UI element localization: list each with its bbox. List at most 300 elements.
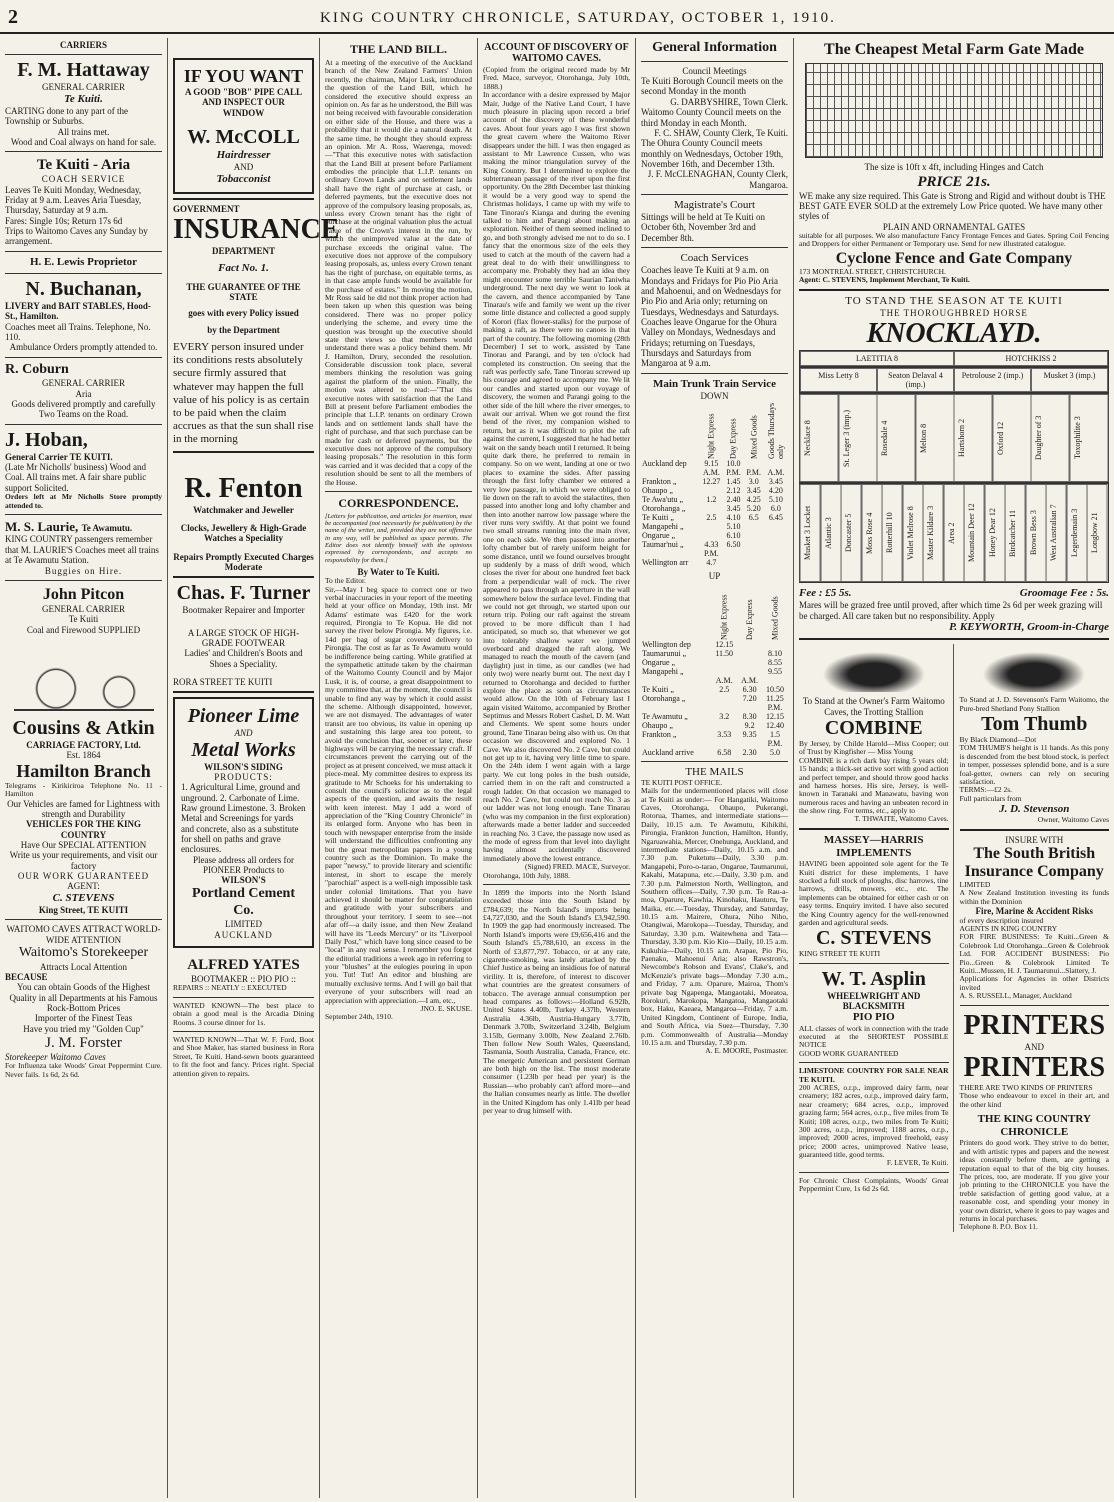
down-table-header-cell — [641, 401, 699, 459]
asplin-name: W. T. Asplin — [821, 967, 926, 990]
down-table-cell: 4.25 — [746, 495, 761, 505]
coach-2: Coaches leave Ongarue for the Ohura Valley on Mondays, Wednesdays and Fridays; returning on Tuesdays, Thursdays and Saturdays from Mangaroa at 9 a.m. — [641, 317, 777, 369]
down-table-cell — [744, 459, 764, 468]
down-table-cell — [744, 531, 764, 540]
up-table-cell: 7.20 — [742, 693, 757, 703]
applications: Applications for Agencies in other Districts invited — [959, 974, 1109, 992]
pedigree-cell: Seaton Delaval 4 (imp.) — [877, 368, 954, 392]
pedigree-cell: Brown Bess 3 — [1026, 484, 1047, 582]
pitcon-name: John Pitcon — [42, 585, 125, 603]
land-bill-heading: THE LAND BILL. — [349, 42, 448, 56]
up-table-cell: Frankton „ — [642, 729, 677, 739]
up-table-cell: Taumarunui „ — [642, 648, 687, 658]
limestone-text: 200 ACRES, o.r.p., improved dairy farm, near creamery; 182 acres, o.r.p., improved dairy farm, near creamery; 684 acres, o.r.p., improved grazing farm; 564 acres, o.r.p., five miles from Te Kuiti; 108 acres, o.r.p., two miles from Te Kuiti; 300 acres, o.r.p., improved; 1188 acres, o.r.p., improved; 2000 acres, improved freehold, easy price; 2000 acres, unimproved Native lease, guaranteed title, good terms. — [799, 1082, 949, 1160]
down-table-header-cell: Goods Thursdays only — [766, 403, 785, 460]
gate-suit: suitable for all purposes. We also manufacture Fancy Frontage Fences and Gates. Spring Coil Fencing and Droppers for either Permanent or Temporary use. Send for new illustrated catalogue. — [799, 230, 1109, 249]
carriers-heading: CARRIERS — [59, 40, 107, 50]
land-bill-text: At a meeting of the executive of the Auckland branch of the New Zealand Farmers' Union recently, the chairman, Major Lusk, introduced the question of the Land Bill, which he considered the executive should express an opinion on. As far as he understood, the Bill was not being received with favourable consideration on either side of the House, and there was a probability that it would die a natural death. At the same time, he thought they should express an opinion. Mr A. Ross, Waerenga, moved:—"That this executive notes with satisfaction that the Land Bill at present before Parliament embodies the principle that L.I.P. tenants on ordinary Crown Lands and on settlement lands shall have the right of purchase at cash, or deferred payments, but the executive does not approve of the compulsory leasing proposals, as, unless every Crown tenant has the right of purchase at the original valuation plus the actual value of the Crown's interest in the run, by which the unimproved value at the date of purchase exceeds the original value. The executive does not approve of the compulsory leasing proposals, as, unless every Crown tenant has the right of purchase, on equitable terms, as in that case ample funds would be available for the purchase of estates." In moving the motion, Mr Ross said he did not think proper action had been taken up when this question was being considered. There was no proper policy underlying the scheme, and every time the question was brought up the executive should state their views so that members would understand there was a policy behind them. Mr J. Hamilton, Drury, seconded the resolution. Considerable discussion took place, several members thinking the resolution was going against the platform of the union. Finally, the motion was altered to read:—"That this executive notes with satisfaction that the Land Bill at present before Parliament embodies the principle that L.I.P. tenants on ordinary Crown lands and on settlement lands shall have the right of purchase, and that such purchase can be made for cash or deferred payments, but the executive does not approve of the compulsory leasing proposals." The resolution in this form was carried and it was decided that a copy of the resolution should be sent to all the members of the House. — [325, 58, 472, 487]
mares: Mares will be grazed free until proved, after which time 2s 6d per week grazing will be charged. All care taken but no responsibility. Apply — [799, 600, 1103, 621]
products-text: 1. Agricultural Lime, ground and unground. 2. Carbonate of Lime. Raw ground Limestone. 3. Broken Metal and Screenings for yards and concrete, also as a substitute for shell on paths and grave enclosures. — [181, 782, 306, 855]
kinds-text: Those who endeavour to excel in their art, and the other kind — [959, 1091, 1109, 1109]
massey: MASSEY—HARRIS IMPLEMENTS — [823, 833, 924, 860]
govt: GOVERNMENT — [173, 203, 240, 214]
down-table-cell — [764, 531, 788, 540]
storekeeper: Waitomo's Storekeeper — [18, 944, 149, 960]
down-table-cell — [764, 540, 788, 549]
down-table-cell: 5.20 — [746, 504, 761, 514]
auckland: AUCKLAND — [214, 929, 273, 940]
trotting-horse-illustration — [814, 648, 934, 692]
up-table-cell — [737, 640, 762, 649]
down-table-cell: Taumar'nui „ — [642, 540, 684, 550]
down-table-cell — [641, 468, 699, 477]
coburn-name: R. Coburn — [5, 361, 69, 377]
portland: Portland Cement Co. — [191, 885, 296, 918]
ped-hotchkiss: HOTCHKISS 2 — [954, 351, 1108, 366]
up-table-cell — [737, 667, 762, 676]
down-table-cell — [764, 549, 788, 558]
down-table-cell: 3.45 — [746, 486, 761, 496]
up-table-cell: 8.30 — [742, 711, 757, 721]
water-date: September 24th, 1910. — [325, 1012, 393, 1022]
massey-text: HAVING been appointed sole agent for the Te Kuiti district for these implements, I have stocked a full stock of ploughs, disc harrows, tine harrows, drills, mowers, etc., etc. The implements can be obtained for either cash or on easy terms. Enquiry invited. I have also secured the King Country agency for the well-renowned garden and agricultural seeds. — [799, 859, 949, 927]
tt-text: TOM THUMB'S height is 11 hands. As this pony is descended from the best blood stock, is perfect in temper, possesses splendid bone, and is a sure foal-getter, owners can rely on securing satisfaction. — [959, 743, 1109, 786]
down-table-cell — [723, 558, 743, 567]
up-table-header-row — [641, 582, 788, 640]
asplin-role: WHEELWRIGHT AND BLACKSMITH — [827, 990, 921, 1012]
up-table-cell: Wellington dep — [642, 639, 691, 649]
mccoll-role: Hairdresser — [216, 149, 271, 162]
up-table-row — [641, 649, 788, 658]
coburn-role: GENERAL CARRIER — [42, 378, 125, 389]
laurie-text: KING COUNTRY passengers remember that M. LAURIE'S Coaches meet all trains at Te Awamutu Station. — [5, 534, 159, 566]
lime-head2: Metal Works — [191, 738, 296, 761]
up-table-header-cell: Night Express — [719, 594, 729, 640]
down-table-cell: Auckland dep — [642, 459, 687, 469]
water-text: Sir,—May I beg space to correct one or two verbal inaccuracies in your report of the meeting held at your office on Monday, 19th inst. Mr Adams' estimate was £420 for the work required, Pirongia to Te Kopua. He did not survey the river below Pirongia. My figures, i.e. 14d per bag of sugar covered delivery to Pirongia. The cost as far as Te Awamutu would be indifference being carting. While gratified at the sympathetic attitude taken by the chairman of the Waitomo County Council and by Major Lusk, it is, of course, a great disappointment to my committee that, at the moment, the council is unable to find any way by which it could assist the scheme. Although disappointed, however, we are not dismayed. The advantages of water transit are too obvious, its value in opening up and sustaining this large area too potent, to avoid the conclusion that, sooner or later, these highways will be carrying the necessary craft. If circumstances prevent the carrying out of the project as at present conceived, we must attack it piece-meal. My committee desires to express its gratitude to Mr Schoeks for his undertaking to consult the council's solicitor as to the legal aspects of the question, and awaits the result with keen interest. May I add a word of appreciation of the "King Country Chronicle" in its enlarged form. Anyone who has been in touch with newspaper enterprise from the inside will understand the difficulties confronting any but the great metropolitan papers in a young country such as the Dominion. To make the paper "newsy," to provide literary and scientific interest, in short to escape the merely "parochial" aspect is a well-nigh impossible task under colonial limitations. That you have achieved it should be matter for congratulation and gratitude with your subscribers and throughout your territory. I seem to see—not afar off—a daily issue, and then New Zealand will have its "Leeds Mercury" or its "Liverpool Daily Post," which have long since ceased to be "local" in any real sense. I remember you forgot the editorial traditions a week ago in referring to your "blushes" at the eulogies pouring in upon you. Tut! Tut! An editor and blushing are mutually exclusive terms. And I will go bail that everyone of your subscribers will read an appreciation with appreciation.—I am, etc., — [325, 584, 472, 1005]
post-office: TE KUITI POST OFFICE. — [641, 777, 723, 787]
down-table-row — [641, 486, 788, 495]
sbi-ltd: LIMITED — [959, 880, 991, 890]
down-table-cell: Wellington arr — [642, 558, 689, 568]
gen-info: General Information — [652, 40, 777, 55]
down-table-cell — [764, 558, 788, 567]
cave-copied: (Copied from the original record made by Mr Fred. Mace, surveyor, Otorohanga, July 10th, 1888.) — [483, 65, 630, 91]
gate-text: WE make any size required. This Gate is Strong and Rigid and without doubt is THE BEST GATE EVER SOLD at the extremely Low Price quoted. We have many other styles of — [799, 190, 1106, 222]
council-heading: Council Meetings — [682, 65, 747, 76]
column-general-info — [636, 38, 794, 1498]
stevenson-role: Owner, Waitomo Caves — [1037, 815, 1109, 825]
up-table-cell — [641, 739, 711, 748]
magistrate-text: Sittings will be held at Te Kuiti on October 6th, November 3rd and December 8th. — [641, 212, 765, 243]
laurie-town: Te Awamutu. — [81, 522, 133, 533]
gate-price: PRICE 21s. — [917, 173, 991, 190]
lewis: H. E. Lewis Proprietor — [29, 255, 138, 268]
council-2-sign: F. C. SHAW, County Clerk, Te Kuiti. — [654, 127, 788, 138]
cave-date: Otorohanga, 10th July, 1888. — [483, 870, 571, 880]
up-table-cell: 3.2 — [719, 711, 730, 721]
ped-laetitia: LAETITIA 8 — [800, 351, 954, 366]
pedigree-cell: Mountain Deer 12 — [964, 484, 985, 582]
coach-1: Coaches leave Te Kuiti at 9 a.m. on Mondays and Fridays for Pio Pio Aria and Mahoenui, and on Wednesdays for Pio Pio and Aria only; returning on Tuesdays, Wednesdays and Saturdays. — [641, 265, 782, 317]
down-table-cell: Ongarue „ — [642, 531, 676, 541]
council-1-sign: G. DARBYSHIRE, Town Clerk. — [670, 96, 788, 107]
combine-by: By Jersey, by Childe Harold—Miss Cooper; out of Trust by Kingfisher — Miss Young — [799, 738, 949, 757]
laurie-name: M. S. Laurie, — [5, 518, 79, 534]
pedigree-cell: Melton 8 — [916, 394, 955, 482]
down-table-cell: 3.45 — [726, 504, 741, 514]
down-table-cell: Mangapehi „ — [642, 522, 684, 532]
up-label: UP — [708, 571, 721, 582]
up-table-cell: 12.15 — [715, 639, 734, 649]
down-table-cell — [744, 540, 764, 549]
forster-role: Storekeeper Waitomo Caves — [5, 1052, 106, 1063]
guarantee: THE GUARANTEE OF THE STATE — [186, 281, 301, 302]
down-table-cell: A.M. — [767, 468, 785, 478]
council-1: Te Kuiti Borough Council meets on the second Monday in the month — [641, 76, 783, 97]
up-table-row — [641, 676, 788, 685]
up-table-cell: 9.35 — [742, 729, 757, 739]
fact: Fact No. 1. — [218, 262, 269, 275]
down-table-cell: 6.50 — [726, 540, 741, 550]
up-table-cell: Otorohanga „ — [642, 693, 686, 703]
pedigree-cell: Legerdemain 3 — [1067, 484, 1088, 582]
mccoll-tobacconist: Tobacconist — [216, 172, 271, 185]
cousins-name: Cousins & Atkin — [12, 717, 155, 740]
coburn-text: Goods delivered promptly and carefully — [11, 399, 156, 410]
down-table-row — [641, 522, 788, 531]
aria-trips: Trips to Waitomo Caves any Sunday by arrangement. — [5, 225, 148, 247]
pitcon-text: Coal and Firewood SUPPLIED — [26, 624, 141, 635]
up-table-row — [641, 712, 788, 721]
up-table-row — [641, 721, 788, 730]
up-table-cell: 11.25 — [766, 693, 784, 703]
hamilton-tel: Telegrams - Kirikiriroa Telephone No. 11 - Hamilton — [5, 780, 162, 799]
council-2: Waitomo County Council meets on the third Monday in each Month. — [641, 107, 782, 128]
buchanan-ambulance: Ambulance Orders promptly attended to. — [9, 342, 158, 353]
down-table-cell: Te Kuiti „ — [642, 513, 674, 523]
down-table-cell: 4.10 — [726, 513, 741, 523]
hamilton-branch: Hamilton Branch — [16, 760, 151, 781]
sbi-text: A New Zealand Institution investing its funds within the Dominion — [959, 888, 1109, 906]
down-table-cell: 2.40 — [726, 495, 741, 505]
down-table-cell — [699, 531, 723, 540]
up-table — [641, 582, 788, 757]
column-right-ads — [794, 38, 1114, 1498]
down-table — [641, 401, 788, 567]
fire: Fire, Marine & Accident Risks — [975, 906, 1094, 917]
hattaway-text: CARTING done to any part of the Township or Suburbs. — [5, 105, 128, 127]
hamilton-text: Our Vehicles are famed for Lightness with strength and Durability — [7, 798, 160, 819]
pedigree-cell: Longbow 21 — [1087, 484, 1108, 582]
down-table-cell: P.M. — [726, 468, 741, 478]
cyclone-agent: Agent: C. STEVENS, Implement Merchant, Te Kuiti. — [799, 275, 970, 285]
pitcon-town: Te Kuiti — [68, 614, 99, 625]
combine-name: COMBINE — [824, 716, 923, 739]
water-heading: By Water to Te Kuiti. — [357, 566, 440, 577]
down-table-cell: 6.5 — [748, 513, 759, 523]
up-table-cell: 9.55 — [767, 666, 782, 676]
wanted-1: WANTED KNOWN—The best place to obtain a good meal is the Arcadia Dining Rooms. 3 course dinner for 1s. — [173, 1000, 314, 1027]
down-table-cell — [744, 558, 764, 567]
pedigree-cell: Doncaster 5 — [841, 484, 862, 582]
down-table-cell: 9.15 — [704, 459, 719, 469]
mails-heading: THE MAILS — [685, 765, 744, 778]
down-table-cell: 1.2 — [706, 495, 717, 505]
water-sign: JNO. E. SKUSE. — [420, 1004, 472, 1014]
down-table-cell: Frankton „ — [642, 477, 677, 487]
aria-name: Te Kuiti - Aria — [36, 157, 131, 174]
down-table-row — [641, 459, 788, 468]
down-table-cell: 4.33 — [704, 540, 719, 550]
up-table-cell — [737, 649, 762, 658]
stevens-name: C. STEVENS — [815, 927, 932, 950]
mails-text: Mails for the undermentioned places will close at Te Kuiti as under:— For Hangatiki, Waitomo Caves, Otorohanga, Ohaupo, Pukerangi, Rotorua, Thames, and intermediate stations—Daily, 10.15 a.m. Te Awamutu, Kihikihi, Pirongia, Frankton Junction, Hamilton, Huntly, Ngaruawahia, Mercer, Onehunga, Auckland, and intermediate stations—Daily, 10.15 a.m. and 7.30 p.m. Puketutu—Daily, 3.30 p.m. Mangapehi, Poro-o-tarao, Ongarue, Taumarunui, Kakahi, Matapuna, etc.—Daily, 3.30 p.m. and 7.30 p.m. Palmerston North, Wellington, and Southern offices—Daily, 7.30 p.m. Te Rau-a-moa, Oparure, Kawhia, Kinohaku, Hauturu, Te Maika, etc.—Tuesday, Thursday, and Saturday, 10.15 a.m. Mairere, Ohura, Niho Niho, Otangiwai, Marokopa—Tuesday, Thursday, and Saturday, 3.30 p.m. Waitewhena and Tata—Thursday, 3.30 p.m. Kio Kio—Daily, 10.15 a.m. Kukuhia—Daily, 10.15 a.m. Arapae, Pio Pio, Paenako, Mahoenui Aria; also Rawstron's, Newcombe's Robson and Evans', Clake's, and McKenzie's private bags—Monday 7.30 a.m., and Friday, 7 a.m. Oparure, Mairoa, Thom's private bag Ngapenga, Mangaotaki, Moeatoa, Rorokuri, Marokopa, Mangatoa, Mangaotaki box, Haku, Kaeaea, Mangaroa—Friday, 7 a.m. United Kingdom, Continent of Europe, India, and South Africa, via Suez—Thursday, 7.30 p.m. Commonwealth of Australia—Monday 10.15 a.m. and Thursday, 7.30 p.m. — [641, 786, 788, 1047]
up-table-cell — [711, 658, 737, 667]
coach-heading: Coach Services — [680, 252, 749, 265]
up-table-cell — [711, 667, 737, 676]
knocklayd: KNOCKLAYD. — [866, 318, 1042, 350]
gate-head: The Cheapest Metal Farm Gate Made — [824, 41, 1084, 58]
fenton-role: Watchmaker and Jeweller — [193, 504, 294, 515]
down-table-cell: 2.12 — [726, 486, 741, 496]
up-table-cell: 9.2 — [744, 720, 755, 730]
up-table-cell: P.M. — [767, 738, 783, 748]
hattaway-trains: All trains met. — [57, 126, 110, 137]
yates-name: ALFRED YATES — [187, 957, 300, 974]
tt-stand: To Stand at J. D. Stevenson's Farm Waitomo, the Pure-bred Shetland Pony Stallion — [959, 695, 1109, 713]
asplin-guar: GOOD WORK GUARANTEED — [799, 1048, 899, 1058]
up-table-cell: 3.53 — [717, 729, 732, 739]
gate-plain: PLAIN AND ORNAMENTAL GATES — [882, 221, 1026, 232]
down-table-cell: A.M. — [702, 468, 720, 478]
fire-sub: of every description insured — [959, 915, 1044, 925]
up-table-cell — [737, 703, 762, 712]
down-table-cell — [744, 549, 764, 558]
cousins-est: Est. 1864 — [66, 750, 101, 761]
pedigree-cell: Toxophilite 3 — [1070, 394, 1109, 482]
pedigree-row2 — [799, 393, 1109, 483]
pedigree-cell: Honey Dear 12 — [985, 484, 1006, 582]
up-table-cell — [711, 694, 737, 703]
down-table-cell: 2.5 — [706, 513, 717, 523]
up-table-row — [641, 730, 788, 739]
down-table-row — [641, 504, 788, 513]
down-table-header-cell: Day Express — [729, 418, 739, 460]
stevenson: J. D. Stevenson — [999, 803, 1070, 816]
down-table-cell: 12.27 — [702, 477, 721, 487]
forster-name: J. M. Forster — [45, 1035, 122, 1052]
down-table-cell — [699, 486, 723, 495]
gate-size: The size is 10ft x 4ft, including Hinges and Catch — [864, 162, 1044, 173]
pedigree-cell: Musket 3 (imp.) — [1031, 368, 1108, 392]
down-table-cell: Ohaupo „ — [642, 486, 673, 496]
down-table-row — [641, 468, 788, 477]
golden-cup: Have you tried my "Golden Cup" — [23, 1023, 144, 1034]
pedigree-cell: Rotterhill 10 — [882, 484, 903, 582]
asplin-town: PIO PIO — [852, 1011, 895, 1024]
up-table-cell — [737, 739, 762, 748]
cave-sign: (Signed) FRED. MACE, Surveyor. — [525, 862, 630, 872]
importer: Importer of the Finest Teas — [34, 1013, 133, 1024]
agent-label: AGENT: — [67, 881, 100, 892]
up-table-header-cell: Day Express — [745, 598, 755, 640]
by-department: by the Department — [207, 324, 280, 335]
stand: TO STAND THE SEASON AT TE KUITI — [845, 294, 1063, 307]
up-table-cell: 8.10 — [767, 648, 782, 658]
down-table-row — [641, 549, 788, 558]
up-table-cell: P.M. — [767, 702, 783, 712]
council-3: The Ohura County Council meets monthly on Wednesdays, October 19th, November 16th, and December 13th. — [641, 138, 784, 169]
mails-sign: A. E. MOORE, Postmaster. — [705, 1046, 788, 1056]
up-table-cell: 6.30 — [742, 684, 757, 694]
vehicles-text: Have Our SPECIAL ATTENTION — [20, 839, 147, 850]
hoban-name: J. Hoban, — [5, 428, 88, 451]
down-label: DOWN — [700, 390, 729, 401]
down-table-cell: P.M. — [746, 468, 762, 478]
up-table-cell: A.M. — [741, 675, 759, 685]
pedigree-cell: Violet Melrose 8 — [903, 484, 924, 582]
agents: AGENTS IN KING COUNTRY — [959, 923, 1058, 933]
pedigree-row1 — [799, 367, 1109, 393]
chest-cure: For Chronic Chest Complaints, Woods' Great Peppermint Cure, 1s 6d 2s 6d. — [799, 1175, 949, 1194]
stevens-addr: KING STREET TE KUITI — [799, 949, 881, 959]
pedigree-cell: Petrolouse 2 (imp.) — [954, 368, 1031, 392]
up-table-row — [641, 703, 788, 712]
pedigree-cell: St. Leger 3 (imp.) — [839, 394, 878, 482]
up-table-cell: Ongarue „ — [642, 657, 676, 667]
down-table-cell — [764, 459, 788, 468]
turner-role: Bootmaker Repairer and Importer — [182, 605, 305, 616]
pedigree-cell: Necklace 8 — [800, 394, 839, 482]
tt-full: Full particulars from — [959, 793, 1022, 803]
waitomo-caves: WAITOMO CAVES ATTRACT WORLD-WIDE ATTENTION — [6, 924, 161, 945]
newspaper-title: KING COUNTRY CHRONICLE, SATURDAY, OCTOBER 1, 1910. — [320, 10, 836, 26]
down-table-header-cell: Mixed Goods — [749, 415, 759, 460]
vehicles-heading: VEHICLES FOR THE KING COUNTRY — [25, 819, 142, 840]
fenton-name: R. Fenton — [184, 472, 303, 504]
lime-head: Pioneer Lime — [187, 705, 300, 728]
russell: A. S. RUSSELL, Manager, Auckland — [959, 991, 1072, 1001]
down-table-cell — [641, 549, 699, 558]
want-heading: IF YOU WANT — [183, 66, 304, 86]
up-table-cell — [641, 703, 711, 712]
asplin-text: ALL classes of work in connection with the trade executed at the SHORTEST POSSIBLE NOTICE — [799, 1023, 949, 1050]
insure: INSURE WITH — [1005, 834, 1064, 845]
pedigree-cell: Area 2 — [944, 484, 965, 582]
up-table-row — [641, 658, 788, 667]
printers-and: AND — [1024, 1041, 1044, 1052]
carriage-illustration — [14, 641, 154, 711]
hattaway-role: GENERAL CARRIER — [42, 82, 125, 93]
up-table-cell: 12.15 — [765, 711, 784, 721]
because: BECAUSE — [5, 972, 48, 982]
down-table-cell: P.M. — [704, 549, 719, 559]
hattaway-wood: Wood and Coal always on hand for sale. — [10, 136, 157, 147]
department: DEPARTMENT — [211, 246, 276, 257]
hattaway-name: F. M. Hattaway — [17, 59, 150, 82]
goes-with: goes with every Policy issued — [188, 308, 299, 319]
down-table-cell — [699, 504, 723, 513]
buchanan-name: N. Buchanan, — [25, 277, 142, 300]
buchanan-text: LIVERY and BAIT STABLES, Hood-St., Hamilton. — [5, 300, 151, 322]
up-table-row — [641, 640, 788, 649]
forster-foot: For Influenza take Woods' Great Peppermint Cure. Never fails. 1s 6d, 2s 6d. — [5, 1061, 162, 1079]
column-ads — [168, 38, 340, 1498]
pitcon-role: GENERAL CARRIER — [42, 604, 125, 615]
pedigree-cell: Master Kildare 3 — [923, 484, 944, 582]
to-editor: To the Editor. — [325, 576, 366, 586]
combine-stand: To Stand at the Owner's Farm Waitomo Caves, the Trotting Stallion — [802, 696, 945, 717]
limited: LIMITED — [225, 919, 262, 930]
up-table-row — [641, 748, 788, 757]
up-table-cell: Te Kuiti „ — [642, 684, 674, 694]
aria-fares: Fares: Single 10s; Return 17s 6d — [5, 215, 123, 226]
thwaite: T. THWAITE, Waitomo Caves. — [854, 814, 949, 824]
hoban-role: General Carrier TE KUITI. — [5, 451, 113, 462]
printers-1: PRINTERS — [963, 1009, 1106, 1041]
page-number: 2 — [8, 6, 18, 28]
down-table-cell: 6.10 — [726, 531, 741, 541]
printers-2: PRINTERS — [963, 1051, 1106, 1083]
pioneer-lime-ad — [173, 697, 314, 948]
kinds: THERE ARE TWO KINDS OF PRINTERS — [959, 1082, 1093, 1092]
down-table-row — [641, 531, 788, 540]
down-table-cell — [723, 549, 743, 558]
down-table-cell: Te Awa'utu „ — [642, 495, 684, 505]
wanted-2: WANTED KNOWN—That W. F. Ford, Boot and Shoe Maker, has started business in Rora Street, Te Kuiti. Hand-sewn boots guaranteed to fit the foot and fancy. Prices right. Special attention given to repairs. — [173, 1034, 314, 1078]
up-table-cell: 11.50 — [715, 648, 734, 658]
down-table-cell: 5.10 — [768, 495, 783, 505]
down-table-row — [641, 558, 788, 567]
tt-by: By Black Diamond—Dot — [959, 735, 1037, 745]
aria-times: Leaves Te Kuiti Monday, Wednesday, Friday at 9 a.m. Leaves Aria Tuesday, Thursday, Saturday at 9 a.m. — [5, 184, 142, 216]
lime-siding: WILSON'S SIDING — [204, 761, 283, 772]
pedigree-top — [799, 350, 1109, 367]
down-table-cell: 10.0 — [726, 459, 741, 469]
turner-ladies: Ladies' and Children's Boots and Shoes a Speciality. — [184, 648, 303, 669]
turner-addr: RORA STREET TE KUITI — [173, 676, 273, 687]
up-table-cell: 10.50 — [765, 684, 784, 694]
down-table-cell — [699, 522, 723, 531]
down-table-cell: 6.0 — [770, 504, 781, 514]
pedigree-cell: Hartshorn 2 — [954, 394, 993, 482]
aria-service: COACH SERVICE — [41, 174, 126, 185]
up-table-row — [641, 739, 788, 748]
pedigree-cell: Atlantic 3 — [821, 484, 842, 582]
down-table-cell — [744, 522, 764, 531]
lime-orders: Please address all orders for PIONEER Products to — [193, 854, 294, 876]
fenton-clocks: Clocks, Jewellery & High-Grade Watches a Speciality — [180, 522, 307, 544]
up-table-cell — [737, 658, 762, 667]
pedigree-cell: Daughter of 3 — [1031, 394, 1070, 482]
tom-thumb-ad — [960, 644, 1110, 1231]
down-table-row — [641, 477, 788, 486]
pedigree-cell: Rosedale 4 — [877, 394, 916, 482]
up-table-cell: Te Awamutu „ — [642, 711, 688, 721]
up-table-cell — [711, 721, 737, 730]
products: PRODUCTS: — [214, 771, 273, 782]
telephone: Telephone 8. P.O. Box 11. — [959, 1222, 1038, 1232]
down-table-cell: 1.45 — [726, 477, 741, 487]
column-land-bill — [320, 38, 478, 1498]
up-table-cell: 2.30 — [742, 747, 757, 757]
cave-heading: ACCOUNT OF DISCOVERY OF WAITOMO CAVES. — [484, 42, 629, 64]
up-table-cell: Mangapehi „ — [642, 666, 684, 676]
stud-fee: Fee : £5 5s. — [799, 587, 852, 600]
tt-name: Tom Thumb — [981, 713, 1088, 736]
thoroughbred: THE THOROUGHBRED HORSE — [880, 307, 1028, 318]
